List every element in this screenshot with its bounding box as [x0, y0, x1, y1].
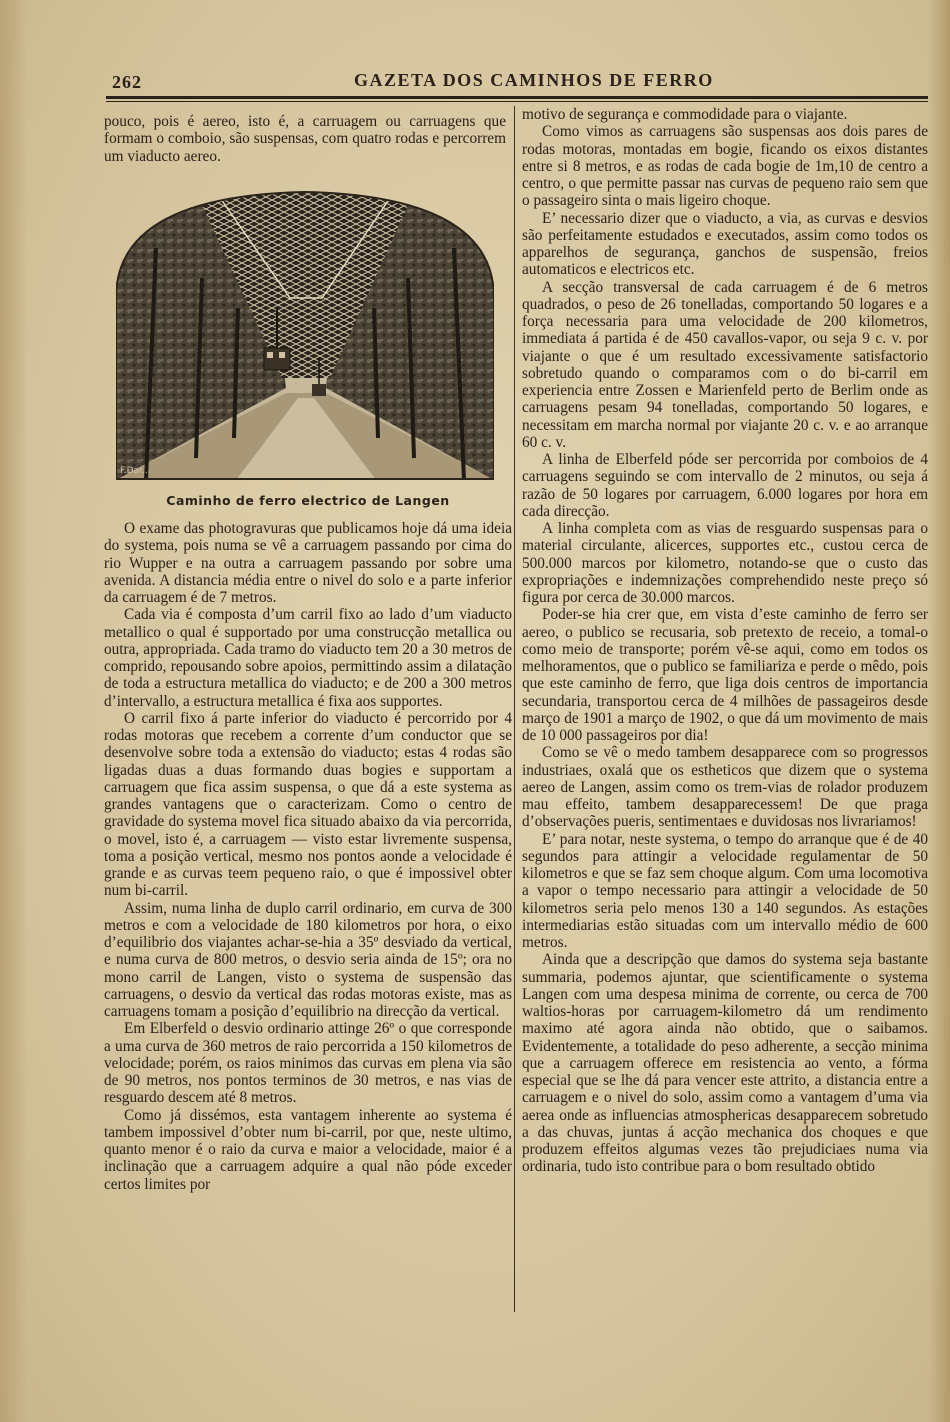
figure-caption: Caminho de ferro electrico de Langen	[166, 493, 450, 508]
paragraph: A linha completa com as vias de resguardo suspensas para o material circulante, alicerces, supportes etc., custou cerca de 500.000 marcos por kilometro, notando-se que o custo das expropriações e indemnizações comprehendido neste preço só figura por cerca de 30.000 marcos.	[522, 520, 928, 606]
paragraph: E’ necessario dizer que o viaducto, a via, as curvas e desvios são perfeitamente estudados e executados, assim como todos os apparelhos de segurança, ganchos de suspensão, freios automaticos e electricos etc.	[522, 209, 928, 279]
column-divider	[514, 106, 515, 1312]
page-edge-shadow-left	[0, 0, 28, 1422]
engraver-signature: F.Dar...	[120, 466, 151, 476]
paragraph: Poder-se hia crer que, em vista d’este caminho de ferro ser aereo, o publico se recusaria, sob pretexto de receio, a tomal-o como meio de transporte; porém vê-se aqui, como em todos os melhoramentos, que o publico se familiariza e perde o mêdo, pois que este caminho de ferro, que liga dois centros de importancia secundaria, transportou cerca de 4 milhões de passageiros desde março de 1901 a março de 1902, o que dá um movimento de mais de 10 000 passageiros por dia!	[522, 606, 928, 744]
paragraph: Em Elberfeld o desvio ordinario attinge 26º o que corresponde a uma curva de 360 metros de raio percorrida a 150 kilometros de velocidade; porém, os raios minimos das curvas em plena via são de 90 metros, nos pontos terminos de 30 metros, e nas vias de resguardo descem até 8 metros.	[104, 1020, 512, 1107]
running-title: GAZETA DOS CAMINHOS DE FERRO	[354, 70, 714, 90]
page-header	[106, 68, 928, 94]
paragraph: pouco, pois é aereo, isto é, a carruagem ou carruagens que formam o comboio, são suspensas, com quatro rodas e percorrem um viaducto aereo.	[104, 113, 506, 165]
header-rule-thin	[106, 101, 928, 102]
langen-railway-illustration	[116, 188, 494, 480]
right-column	[522, 106, 928, 1176]
page-number: 262	[112, 72, 142, 92]
paragraph: motivo de segurança e commodidade para o viajante.	[522, 106, 848, 123]
paragraph: O exame das photogravuras que publicamos hoje dá uma ideia do systema, pois numa se vê a carruagem passando por cima do rio Wupper e na outra a carruagem passando por sobre uma avenida. A distancia média entre o nivel do solo e a parte inferior da carruagem é de 7 metros.	[104, 520, 512, 606]
paragraph: Ainda que a descripção que damos do systema seja bastante summaria, podemos ajuntar, que scientificamente o systema Langen com uma despesa minima de corrente, ou cerca de 700 waltios-horas por carruagem-kilometro dá um rendimento maximo até agora ainda não obtido, que o saibamos. Evidentemente, a totalidade do peso adherente, a secção minima que a carruagem offerece em resistencia ao vento, a fórma especial que se lhe dá para vencer este attrito, a distancia entre a carruagem e o nivel do solo, assim como a vantagem d’uma via aerea onde as influencias atmosphericas desapparecem sobretudo a das chuvas, juntas á acção mechanica dos choques e que produzem effeitos algumas vezes tão prejudiciaes numa via ordinaria, tudo isto contribue para o bom resultado obtido	[522, 951, 928, 1176]
paragraph: E’ para notar, neste systema, o tempo do arranque que é de 40 segundos para attingir a velocidade regulamentar de 50 kilometros e que se faz sem choque algum. Com uma locomotiva a vapor o tempo necessario para attingir a velocidade de 50 kilometros seria pelo menos 130 a 140 segundos. As estações intermediarias estão situadas com um intervallo médio de 600 metros.	[522, 830, 928, 951]
paragraph: Como se vê o medo tambem desapparece com so progressos industriaes, oxalá que os estheticos que dizem que o systema aereo de Langen, assim como os trem-vias de rolador produzem mau effeito, tambem desapparecessem! De que praga d’observações pueris, sentimentaes e duvidosas nos livrariamos!	[522, 744, 928, 831]
paragraph: O carril fixo á parte inferior do viaducto é percorrido por 4 rodas motoras que recebem a corrente d’um conductor que se desenvolve sobre toda a extensão do viaducto; estas 4 rodas são ligadas duas a duas formando duas bogies e supportam a carruagem que fica assim suspensa, o que dá a este systema as grandes vantagens que o caracterizam. Como o centro de gravidade do systema movel fica situado abaixo da via percorrida, o movel, isto é, a carruagem — visto estar livremente suspensa, toma a posição vertical, mesmo nos pontos aonde a velocidade é grande e as curvas teem pequeno raio, o que é impossivel obter num bi-carril.	[104, 709, 512, 900]
paragraph: Como já dissémos, esta vantagem inherente ao systema é tambem impossivel d’obter num bi-carril, por que, neste ultimo, quanto menor é o raio da curva e maior a velocidade, maior é a inclinação que a carruagem adquire a qual não póde exceder certos limites por	[104, 1106, 512, 1193]
page-edge-shadow-right	[928, 0, 950, 1422]
header-rule-thick	[106, 96, 928, 99]
paragraph: A linha de Elberfeld póde ser percorrida por comboios de 4 carruagens seguindo se com intervallo de 2 minutos, ou seja á razão de 50 logares por carruagem, 6.000 logares por hora em cada direcção.	[522, 451, 928, 520]
paragraph: Como vimos as carruagens são suspensas aos dois pares de rodas motoras, montadas em bogie, ficando os eixos distantes entre si 8 metros, e as rodas de cada bogie de 1m,10 de centro a centro, o que permitte passar nas curvas de pequeno raio sem que o passageiro sinta o mais ligeiro choque.	[522, 123, 928, 210]
left-column-body	[104, 520, 512, 1193]
paragraph: Cada via é composta d’um carril fixo ao lado d’um viaducto metallico o qual é supportado por uma construcção metallica ou outra, appropriada. Cada tramo do viaducto tem 20 a 30 metros de comprido, repousando sobre apoios, permittindo assim a dilatação de toda a estructura metallica do viaducto; e de 200 a 300 metros d’intervallo, a estructura metallica é fixa aos supportes.	[104, 606, 512, 710]
left-column-top	[104, 113, 506, 165]
paragraph: Assim, numa linha de duplo carril ordinario, em curva de 300 metros e com a velocidade de 180 kilometros por hora, o eixo d’equilibrio dos viajantes achar-se-hia a 35º desviado da vertical, e numa curva de 800 metros, o desvio seria ainda de 15º; ora no mono carril de Langen, visto o systema de suspensão das carruagens, o desvio da vertical das rodas motoras existe, mas as carruagens tomam a posição d’equilibrio na direcção da vertical.	[104, 899, 512, 1020]
paragraph: A secção transversal de cada carruagem é de 6 metros quadrados, o peso de 26 tonelladas, comportando 50 logares e a força necessaria para uma velocidade de 200 kilometros, immediata á partida é de 450 cavallos-vapor, ou seja 9 c. v. por viajante o que é um resultado excessivamente satisfactorio sobretudo quando o comparamos com o do bi-carril em experiencia entre Zossen e Marienfeld perto de Berlim onde as carruagens pesam 94 tonelladas, comportando 50 logares, e necessitam em marcha normal por viajante 20 c. v. e ao arranque 60 c. v.	[522, 278, 928, 451]
engraving-image	[116, 188, 494, 480]
